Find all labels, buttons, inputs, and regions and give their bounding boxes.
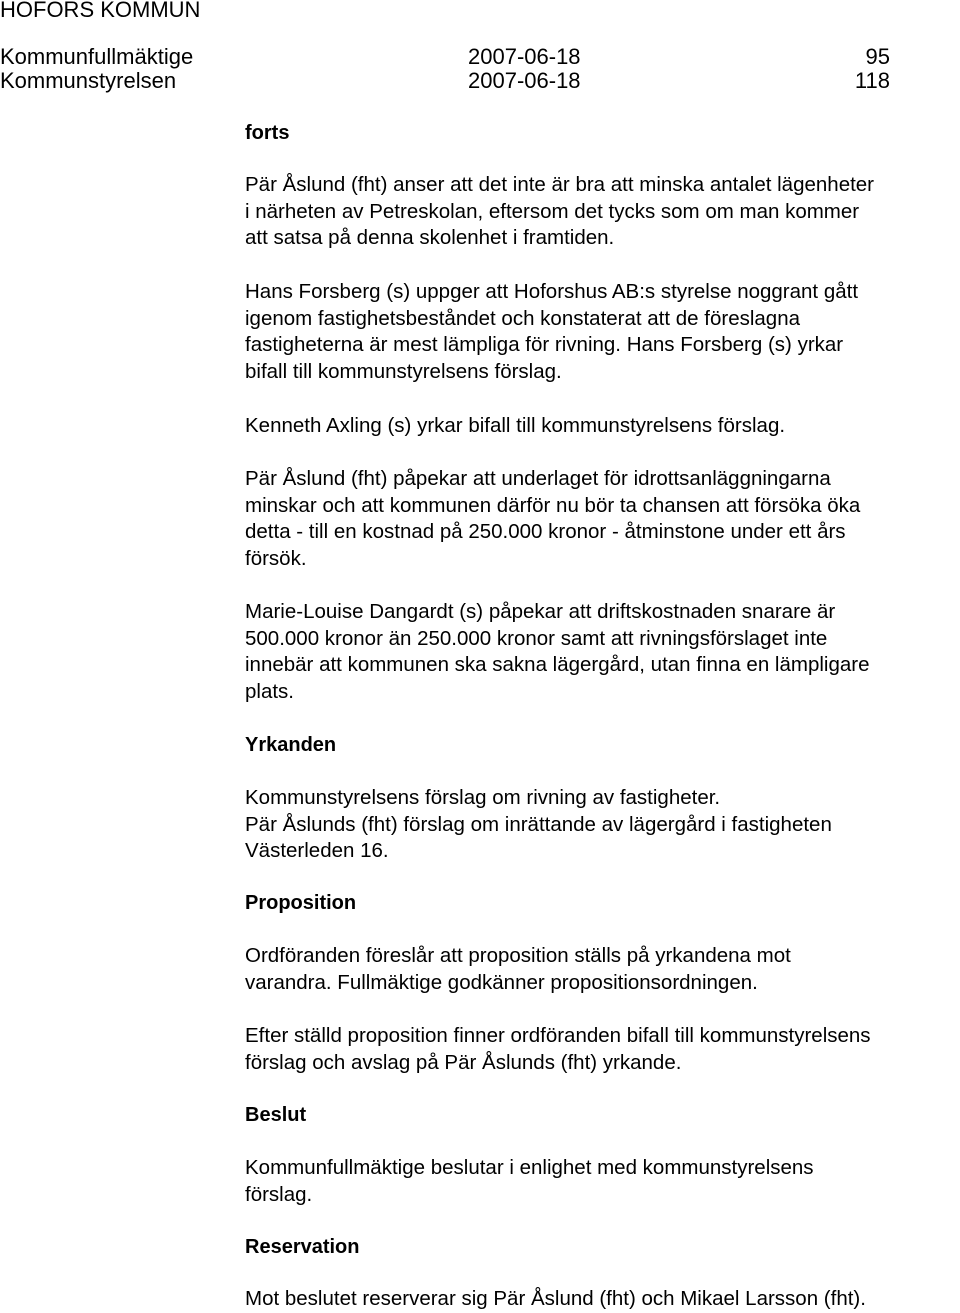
paragraph-aslund-idrott <box>245 466 860 572</box>
text-line: att satsa på denna skolenhet i framtiden. <box>245 226 615 250</box>
text-line: Mot beslutet reserverar sig Pär Åslund (fht) och Mikael Larsson (fht). <box>245 1287 866 1310</box>
paragraph-yrkanden <box>245 785 832 865</box>
text-line: Pär Åslund (fht) påpekar att underlaget för idrottsanläggningarna <box>245 467 831 490</box>
header-paragraph-number: 118 <box>854 68 890 93</box>
section-heading-yrkanden: Yrkanden <box>245 734 337 756</box>
header-paragraph-number: 95 <box>865 44 890 69</box>
paragraph-axling <box>245 413 785 440</box>
text-line: igenom fastighetsbeståndet och konstaterat att de föreslagna <box>245 306 801 330</box>
text-line: innebär att kommunen ska sakna lägergård, utan finna en lämpligare <box>245 653 870 677</box>
header-body-name: Kommunstyrelsen <box>0 68 177 93</box>
text-line: Pär Åslunds (fht) förslag om inrättande av lägergård i fastigheten <box>245 812 832 836</box>
text-line: minskar och att kommunen därför nu bör ta chansen att försöka öka <box>245 493 861 517</box>
paragraph-beslut <box>245 1155 814 1208</box>
text-line: försök. <box>245 546 307 570</box>
paragraph-aslund-lagenheter <box>245 172 874 252</box>
text-line: Kenneth Axling (s) yrkar bifall till kommunstyrelsens förslag. <box>245 414 786 437</box>
text-line: Kommunstyrelsens förslag om rivning av fastigheter. <box>245 786 721 809</box>
text-line: Västerleden 16. <box>245 839 389 863</box>
paragraph-dangardt <box>245 599 870 705</box>
text-line: bifall till kommunstyrelsens förslag. <box>245 359 562 383</box>
text-line: detta - till en kostnad på 250.000 kronor - åtminstone under ett års <box>245 520 846 544</box>
paragraph-efter-proposition <box>245 1023 871 1076</box>
continuation-heading: forts <box>245 122 290 144</box>
text-line: varandra. Fullmäktige godkänner propositionsordningen. <box>245 970 758 994</box>
paragraph-forsberg <box>245 279 858 385</box>
text-line: i närheten av Petreskolan, eftersom det tycks som om man kommer <box>245 199 860 223</box>
text-line: förslag och avslag på Pär Åslunds (fht) yrkande. <box>245 1050 682 1074</box>
paragraph-reservation <box>245 1286 866 1313</box>
section-heading-proposition: Proposition <box>245 892 357 914</box>
text-line: Hans Forsberg (s) uppger att Hoforshus AB:s styrelse noggrant gått <box>245 280 859 303</box>
paragraph-proposition <box>245 943 791 996</box>
text-line: Kommunfullmäktige beslutar i enlighet med kommunstyrelsens <box>245 1156 814 1179</box>
header-date: 2007-06-18 <box>468 44 581 69</box>
header-body-name: Kommunfullmäktige <box>0 44 194 69</box>
section-heading-beslut: Beslut <box>245 1104 307 1126</box>
text-line: Marie-Louise Dangardt (s) påpekar att driftskostnaden snarare är <box>245 600 836 623</box>
section-heading-reservation: Reservation <box>245 1236 360 1258</box>
organization-name: HOFORS KOMMUN <box>0 0 201 22</box>
text-line: plats. <box>245 679 294 703</box>
text-line: Efter ställd proposition finner ordföranden bifall till kommunstyrelsens <box>245 1024 871 1047</box>
header-row-kommunstyrelsen <box>0 67 890 95</box>
text-line: fastigheterna är mest lämpliga för rivning. Hans Forsberg (s) yrkar <box>245 333 844 357</box>
text-line: Pär Åslund (fht) anser att det inte är bra att minska antalet lägenheter <box>245 173 875 196</box>
header-date: 2007-06-18 <box>468 68 581 93</box>
text-line: Ordföranden föreslår att proposition ställs på yrkandena mot <box>245 944 791 967</box>
text-line: 500.000 kronor än 250.000 kronor samt att rivningsförslaget inte <box>245 626 828 650</box>
text-line: förslag. <box>245 1182 313 1206</box>
